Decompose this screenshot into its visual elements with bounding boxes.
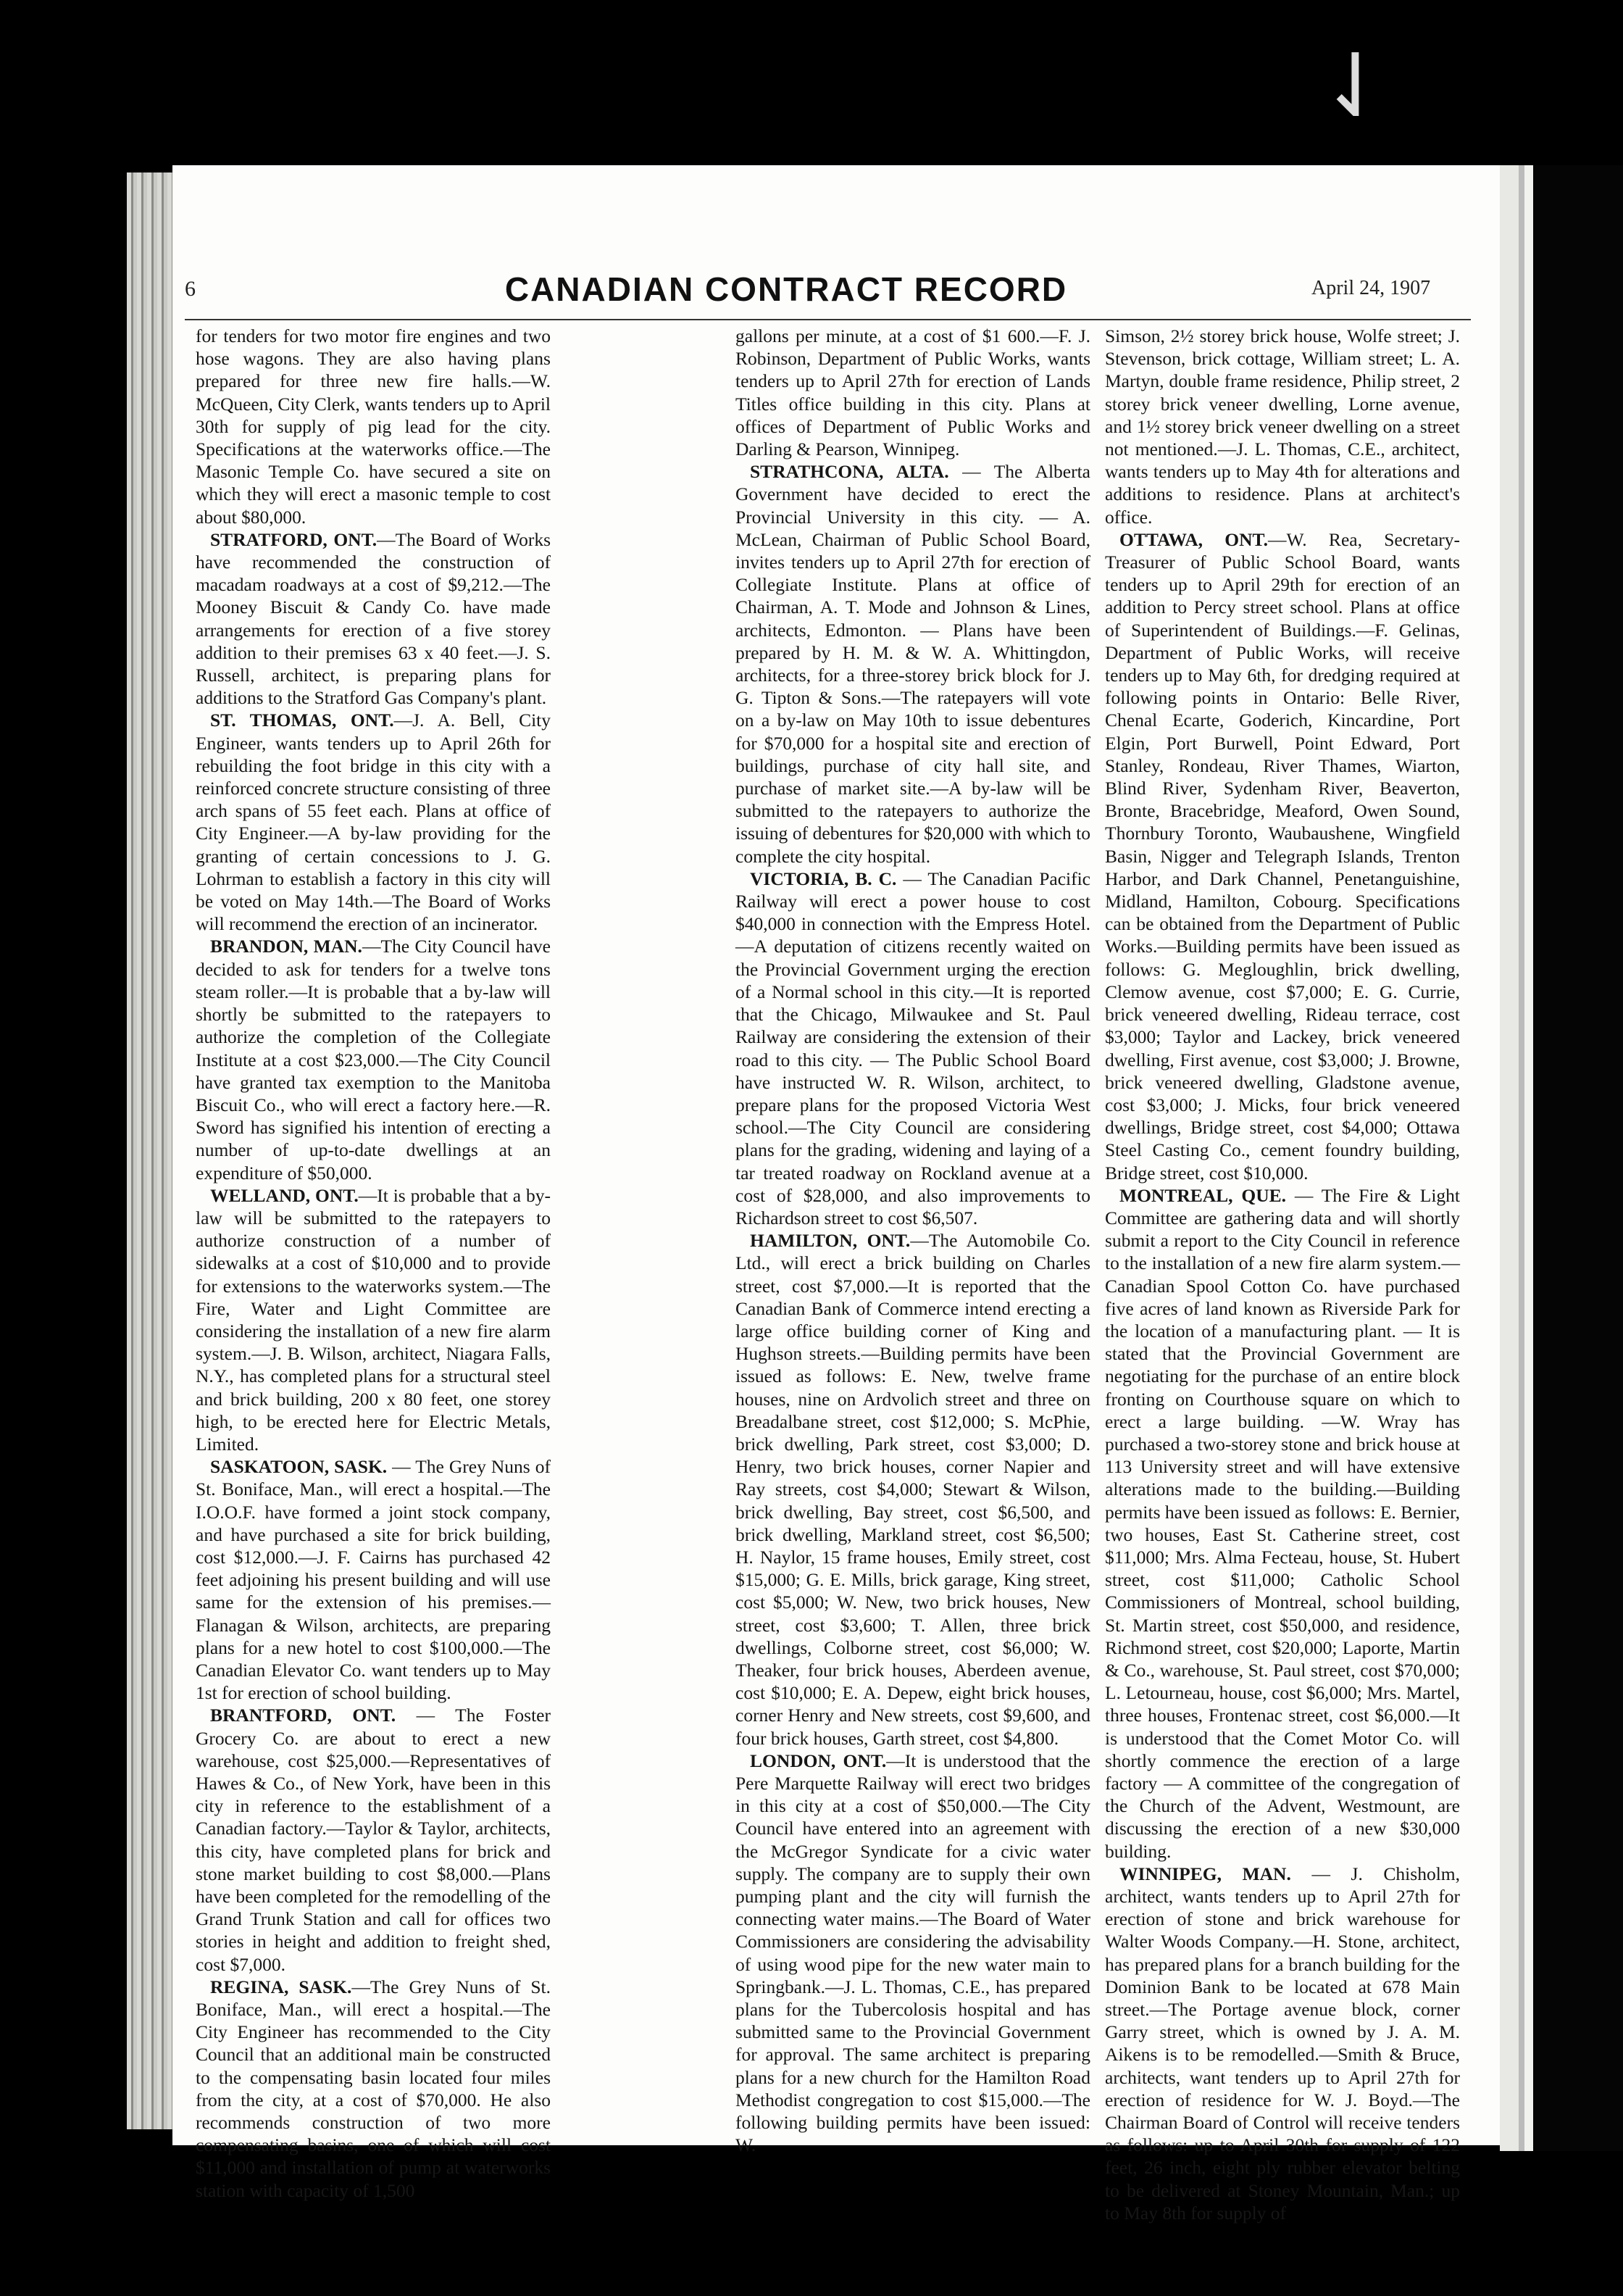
- paragraph-body: —The Grey Nuns of St. Boniface, Man., will erect a hospital.—The City Engineer has recommended to the City Council that an additional main be constructed to the compensating basin located four miles from the city, at a cost of $70,000. He also recommends construction of two more compensating basins, one of which will cost $11,000 and installation of pump at waterworks station with capacity of 1,500: [196, 1976, 551, 2201]
- paragraph-body: — The Fire & Light Committee are gathering data and will shortly submit a report to the City Council in reference to the installation of a new fire alarm system.—Canadian Spool Cotton Co. have purchased five acres of land known as Riverside Park for the location of a manufacturing plant. — It is stated that the Provincial Government are negotiating for the purchase of an entire block fronting on Courthouse square on which to erect a large building. —W. Wray has purchased a two-storey stone and brick house at 113 University street and will have extensive alterations made to the building.—Building permits have been issued as follows: E. Bernier, two houses, East St. Catherine street, cost $11,000; Mrs. Alma Fecteau, house, St. Hubert street, cost $11,000; Catholic School Commissioners of Montreal, school building, St. Martin street, cost $50,000, and residence, Richmond street, cost $20,000; Laporte, Martin & Co., warehouse, St. Paul street, cost $70,000; L. Letourneau, house, cost $6,000; Mrs. Martel, three houses, Frontenac street, cost $6,000.—It is understood that the Comet Motor Co. will shortly commence the erection of a large factory — A committee of the congregation of the Church of the Advent, Westmount, are discussing the erection of a new $30,000 building.: [1105, 1184, 1460, 1862]
- paragraph-dateline: STRATHCONA, ALTA.: [750, 461, 949, 483]
- paragraph-dateline: MONTREAL, QUE.: [1119, 1184, 1287, 1206]
- text-column-2: [735, 325, 1090, 2156]
- paragraph-dateline: REGINA, SASK.: [210, 1976, 352, 1997]
- news-paragraph: [196, 935, 551, 1184]
- paragraph-dateline: BRANTFORD, ONT.: [210, 1705, 396, 1726]
- text-column-3: [1105, 325, 1460, 2224]
- page-header: [185, 270, 1431, 313]
- masthead-title: CANADIAN CONTRACT RECORD: [504, 270, 1068, 308]
- news-paragraph: [1105, 1184, 1460, 1863]
- paragraph-dateline: SASKATOON, SASK.: [210, 1456, 388, 1478]
- news-paragraph: [735, 1229, 1090, 1750]
- paragraph-body: —It is probable that a by-law will be submitted to the ratepayers to authorize construction of a number of sidewalks at a cost of $10,000 and to provide for extensions to the waterworks system.—The Fire, Water and Light Committee are considering the installation of a new fire alarm system.—J. B. Wilson, architect, Niagara Falls, N.Y., has completed plans for a structural steel and brick building, 200 x 80 feet, one storey high, to be erected here for Electric Metals, Limited.: [196, 1184, 551, 1455]
- paragraph-body: —The Board of Works have recommended the construction of macadam roadways at a cost of $9,212.—The Mooney Biscuit & Candy Co. have made arrangements for erection of a five storey addition to their premises 63 x 40 feet.—J. S. Russell, architect, is preparing plans for additions to the Stratford Gas Company's plant.: [196, 528, 551, 709]
- paragraph-dateline: LONDON, ONT.: [750, 1750, 887, 1771]
- news-paragraph: [196, 528, 551, 710]
- paragraph-body: — The Foster Grocery Co. are about to erect a new warehouse, cost $25,000.—Representatives of Hawes & Co., of New York, have been in this city in reference to the establishment of a Canadian factory.—Taylor & Taylor, architects, this city, have completed plans for brick and stone market building to cost $8,000.—Plans have been completed for the remodelling of the Grand Trunk Station and call for offices two stories in height and addition to freight shed, cost $7,000.: [196, 1705, 551, 1975]
- header-rule: [185, 319, 1471, 320]
- news-paragraph: [735, 460, 1090, 868]
- news-paragraph: [196, 1976, 551, 2202]
- news-paragraph: [196, 1455, 551, 1704]
- paragraph-body: — The Grey Nuns of St. Boniface, Man., will erect a hospital.—The I.O.O.F. have formed a joint stock company, and have purchased a site for brick building, cost $12,000.—J. F. Cairns has purchased 42 feet adjoining his present building and will use same for the extension of his premises.—Flanagan & Wilson, architects, are preparing plans for a new hotel to cost $100,000.—The Canadian Elevator Co. want tenders up to May 1st for erection of school building.: [196, 1456, 551, 1704]
- paragraph-body: — J. Chisholm, architect, wants tenders up to April 27th for erection of stone and brick warehouse for Walter Woods Company.—H. Stone, architect, has prepared plans for a branch building for the Dominion Bank to be located at 678 Main street.—The Portage avenue block, corner Garry street, which is owned by J. A. M. Aikens is to be remodelled.—Smith & Bruce, architects, want tenders up to April 27th for erection of residence for W. J. Boyd.—The Chairman Board of Control will receive tenders as follows: up to April 30th for supply of 122 feet, 26 inch, eight ply rubber elevator belting to be delivered at Stoney Mountain, Man.; up to May 8th for supply of: [1105, 1863, 1460, 2224]
- news-paragraph: [735, 1750, 1090, 2157]
- issue-date: April 24, 1907: [1311, 277, 1431, 299]
- facing-page-sliver: [1500, 165, 1533, 2151]
- news-paragraph: [196, 1704, 551, 1975]
- paragraph-dateline: STRATFORD, ONT.: [210, 528, 377, 550]
- pen-mark: ⇃: [1319, 36, 1392, 137]
- paragraph-dateline: BRANDON, MAN.: [210, 936, 362, 957]
- news-paragraph: [1105, 325, 1460, 528]
- paragraph-body: —The City Council have decided to ask for tenders for a twelve tons steam roller.—It is probable that a by-law will shortly be submitted to the ratepayers to authorize the completion of the Collegiate Institute at a cost $23,000.—The City Council have granted tax exemption to the Manitoba Biscuit Co., who will erect a factory here.—R. Sword has signified his intention of erecting a number of up-to-date dwellings at an expenditure of $50,000.: [196, 936, 551, 1184]
- paragraph-body: for tenders for two motor fire engines and two hose wagons. They are also having plans prepared for three new fire halls.—W. McQueen, City Clerk, wants tenders up to April 30th for supply of pig lead for the city. Specifications at the waterworks office.—The Masonic Temple Co. have secured a site on which they will erect a masonic temple to cost about $80,000.: [196, 325, 551, 528]
- paragraph-body: —W. Rea, Secretary-Treasurer of Public School Board, wants tenders up to April 29th for erection of an addition to Percy street school. Plans at office of Superintendent of Buildings.—F. Gelinas, Department of Public Works, will receive tenders up to May 6th, for dredging required at following points in Ontario: Belle River, Chenal Ecarte, Goderich, Kincardine, Port Elgin, Port Burwell, Point Edward, Port Stanley, Rondeau, River Thames, Wiarton, Blind River, Sydenham River, Beaverton, Bronte, Bracebridge, Meaford, Owen Sound, Thornbury Toronto, Waubaushene, Wingfield Basin, Nigger and Telegraph Islands, Trenton Harbor, and Dark Channel, Penetanguishine, Midland, Hamilton, Cobourg. Specifications can be obtained from the Department of Public Works.—Building permits have been issued as follows: G. Megloughlin, brick dwelling, Clemow avenue, cost $7,000; E. G. Currie, brick veneered dwelling, Rideau terrace, cost $3,000; Taylor and Lackey, brick veneered dwelling, First avenue, cost $3,000; J. Browne, brick veneered dwelling, Gladstone avenue, cost $3,000; J. Micks, four brick veneered dwellings, Bridge street, cost $4,000; Ottawa Steel Casting Co., cement foundry building, Bridge street, cost $10,000.: [1105, 528, 1460, 1184]
- news-paragraph: [196, 709, 551, 935]
- paragraph-dateline: VICTORIA, B. C.: [750, 868, 897, 889]
- paragraph-dateline: HAMILTON, ONT.: [750, 1230, 911, 1252]
- news-paragraph: [196, 325, 551, 528]
- news-paragraph: [735, 868, 1090, 1229]
- facing-page-edge: [1500, 165, 1623, 2151]
- paragraph-body: Simson, 2½ storey brick house, Wolfe street; J. Stevenson, brick cottage, William street; L. A. Martyn, double frame residence, Philip street, 2 storey brick veneer dwelling, Lorne avenue, and 1½ storey brick veneer dwelling on a street not mentioned.—J. L. Thomas, C.E., architect, wants tenders up to May 4th for alterations and additions to residence. Plans at architect's office.: [1105, 325, 1460, 528]
- paragraph-dateline: OTTAWA, ONT.: [1119, 528, 1269, 550]
- paragraph-body: gallons per minute, at a cost of $1 600.—F. J. Robinson, Department of Public Works, wants tenders up to April 27th for erection of Lands Titles office building in this city. Plans at offices of Department of Public Works and Darling & Pearson, Winnipeg.: [735, 325, 1090, 460]
- paragraph-body: — The Canadian Pacific Railway will erect a power house to cost $40,000 in connection with the Empress Hotel.—A deputation of citizens recently waited on the Provincial Government urging the erection of a Normal school in this city.—It is reported that the Chicago, Milwaukee and St. Paul Railway are considering the extension of their road to this city. — The Public School Board have instructed W. R. Wilson, architect, to prepare plans for the proposed Victoria West school.—The City Council are considering plans for the grading, widening and laying of a tar treated roadway on Rockland avenue at a cost of $28,000, and also improvements to Richardson street to cost $6,507.: [735, 868, 1090, 1228]
- paragraph-dateline: WINNIPEG, MAN.: [1119, 1863, 1291, 1884]
- page-number: 6: [185, 277, 196, 301]
- news-paragraph: [1105, 528, 1460, 1184]
- news-paragraph: [735, 325, 1090, 460]
- text-column-1: [196, 325, 551, 2201]
- paragraph-body: —The Automobile Co. Ltd., will erect a brick building on Charles street, cost $7,000.—It is reported that the Canadian Bank of Commerce intend erecting a large office building corner of King and Hughson streets.—Building permits have been issued as follows: E. New, twelve frame houses, nine on Ardvolich street and three on Breadalbane street, cost $12,000; S. McPhie, brick dwelling, Park street, cost $3,000; D. Henry, two brick houses, corner Napier and Ray streets, cost $4,000; Stewart & Wilson, brick dwelling, Bay street, cost $6,500, and brick dwelling, Markland street, cost $6,500; H. Naylor, 15 frame houses, Emily street, cost $15,000; G. E. Mills, brick garage, King street, cost $5,000; W. New, two brick houses, New street, cost $3,600; T. Allen, three brick dwellings, Colborne street, cost $6,000; W. Theaker, four brick houses, Aberdeen avenue, cost $10,000; E. A. Depew, eight brick houses, corner Henry and New streets, cost $9,600, and four brick houses, Garth street, cost $4,800.: [735, 1230, 1090, 1749]
- paragraph-dateline: WELLAND, ONT.: [210, 1184, 359, 1206]
- news-paragraph: [1105, 1863, 1460, 2224]
- paragraph-dateline: ST. THOMAS, ONT.: [210, 710, 394, 731]
- news-paragraph: [196, 1184, 551, 1455]
- paragraph-body: — The Alberta Government have decided to erect the Provincial University in this city. — A. McLean, Chairman of Public School Board, invites tenders up to April 27th for erection of Collegiate Institute. Plans at office of Chairman, A. T. Mode and Johnson & Lines, architects, Edmonton. — Plans have been prepared by H. M. & W. A. Whittingdon, architects, for a three-storey brick block for J. G. Tipton & Sons.—The ratepayers will vote on a by-law on May 10th to issue debentures for $70,000 for a hospital site and erection of buildings, purchase of city hall site, and purchase of market site.—A by-law will be submitted to the ratepayers to authorize the issuing of debentures for $20,000 with which to complete the city hospital.: [735, 461, 1090, 867]
- paragraph-body: —It is understood that the Pere Marquette Railway will erect two bridges in this city at a cost of $50,000.—The City Council have entered into an agreement with the McGregor Syndicate for a civic water supply. The company are to supply their own pumping plant and the city will furnish the connecting water mains.—The Board of Water Commissioners are considering the advisability of using wood pipe for the new water main to Springbank.—J. L. Thomas, C.E., has prepared plans for the Tubercolosis hospital and has submitted same to the Provincial Government for approval. The same architect is preparing plans for a new church for the Hamilton Road Methodist congregation to cost $15,000.—The following building permits have been issued: W.: [735, 1750, 1090, 2156]
- paragraph-body: —J. A. Bell, City Engineer, wants tenders up to April 26th for rebuilding the foot bridge in this city with a reinforced concrete structure consisting of three arch spans of 55 feet each. Plans at office of City Engineer.—A by-law providing for the granting of certain concessions to J. G. Lohrman to establish a factory in this city will be voted on May 14th.—The Board of Works will recommend the erection of an incinerator.: [196, 710, 551, 935]
- book-page-edges: [127, 172, 178, 2129]
